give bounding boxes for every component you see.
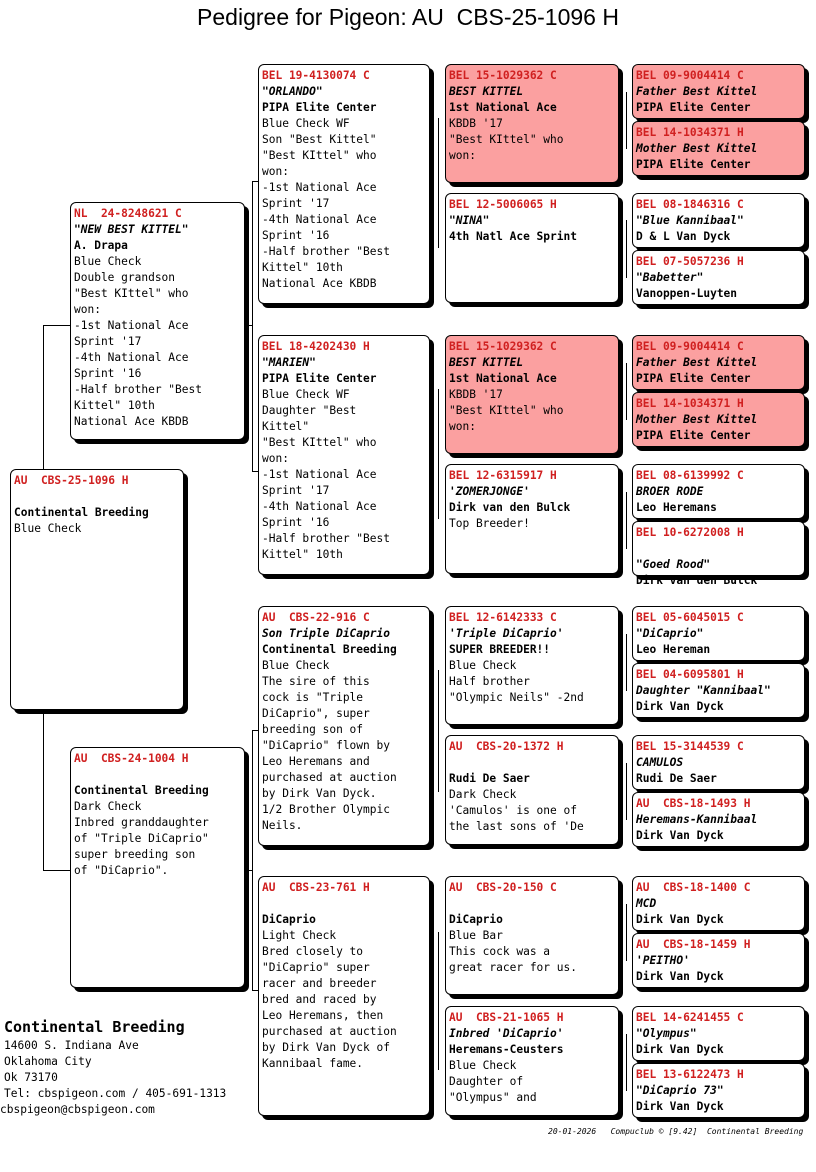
connector-line bbox=[245, 325, 253, 326]
bird-info-line: Kittel" 10th bbox=[262, 261, 343, 274]
bird-info-line: Dirk van den Bulck bbox=[636, 574, 758, 587]
bird-card-dam[interactable] bbox=[70, 747, 245, 988]
bird-info-line: "Goed Rood" bbox=[636, 558, 711, 571]
bird-info-line: Son "Best Kittel" bbox=[262, 133, 377, 146]
bird-info-line: Father Best Kittel bbox=[636, 356, 758, 369]
ring-number: BEL 12-6315917 H bbox=[449, 469, 557, 482]
bird-info-line: Kittel" 10th bbox=[262, 548, 343, 561]
bird-info-line: "Best KIttel" who bbox=[262, 149, 377, 162]
bird-info-line: Heremans-Ceusters bbox=[449, 1043, 564, 1056]
bird-info-line: Kannibaal fame. bbox=[262, 1057, 364, 1070]
bird-info-line: Blue Check WF bbox=[262, 388, 350, 401]
bird-info-line: Father Best Kittel bbox=[636, 85, 758, 98]
ring-number: BEL 14-1034371 H bbox=[636, 397, 744, 410]
bird-card-sdd[interactable] bbox=[445, 464, 619, 574]
bird-info-line: Vanoppen-Luyten bbox=[636, 287, 738, 300]
bird-info-line: Blue Check bbox=[449, 1059, 517, 1072]
breeder-info bbox=[0, 1016, 227, 1118]
bird-info-line: Top Breeder! bbox=[449, 517, 530, 530]
bird-info-line: Leo Hereman bbox=[636, 643, 711, 656]
bird-card-sire-dam[interactable] bbox=[258, 335, 430, 575]
connector-line bbox=[43, 325, 70, 326]
bird-info-line: 1/2 Brother Olympic bbox=[262, 803, 390, 816]
connector-line bbox=[252, 730, 253, 990]
bird-info-line: "ORLANDO" bbox=[262, 85, 323, 98]
bird-info-line: -4th National Ace bbox=[74, 351, 189, 364]
bird-card-sire[interactable] bbox=[70, 202, 245, 440]
ring-number: AU CBS-18-1459 H bbox=[636, 938, 751, 951]
ring-number: AU CBS-24-1004 H bbox=[74, 752, 189, 765]
bird-info-line: DiCaprio bbox=[449, 913, 503, 926]
connector-line bbox=[438, 670, 439, 792]
bird-card-ggg-2[interactable] bbox=[632, 121, 805, 176]
bird-info-line: cock is "Triple bbox=[262, 691, 364, 704]
bird-info-line: "Olympic Neils" -2nd bbox=[449, 691, 584, 704]
bird-info-line bbox=[14, 489, 180, 505]
bird-info-line: bred and raced by bbox=[262, 993, 377, 1006]
bird-info-line: Continental Breeding bbox=[14, 506, 149, 519]
bird-info-line: -1st National Ace bbox=[262, 181, 377, 194]
bird-info-line: 'PEITHO' bbox=[636, 954, 690, 967]
bird-info-line: purchased at auction bbox=[262, 1025, 397, 1038]
bird-card-ggg-4[interactable] bbox=[632, 250, 805, 305]
bird-info-line: by Dirk Van Dyck. bbox=[262, 787, 377, 800]
ring-number: BEL 15-1029362 C bbox=[449, 340, 557, 353]
bird-info-line: super breeding son bbox=[74, 848, 196, 861]
connector-line bbox=[43, 325, 44, 469]
bird-card-ggg-8[interactable] bbox=[632, 521, 805, 587]
ring-number: AU CBS-18-1400 C bbox=[636, 881, 751, 894]
bird-info-line: -Half brother "Best bbox=[74, 383, 202, 396]
bird-info-line: Light Check bbox=[262, 929, 337, 942]
bird-card-ggg-6[interactable] bbox=[632, 392, 805, 447]
bird-info-line: Sprint '16 bbox=[262, 229, 330, 242]
bird-info-line: "Olympus" and bbox=[449, 1091, 537, 1104]
breeder-address-line: 14600 S. Indiana Ave bbox=[4, 1039, 139, 1052]
ring-number: BEL 05-6045015 C bbox=[636, 611, 744, 624]
bird-info-line: Leo Heremans, then bbox=[262, 1009, 384, 1022]
bird-info-line: PIPA Elite Center bbox=[262, 101, 377, 114]
bird-info-line: Inbred granddaughter bbox=[74, 816, 209, 829]
bird-info-line: of "Triple DiCaprio" bbox=[74, 832, 209, 845]
bird-card-ggg-16[interactable] bbox=[632, 1063, 805, 1118]
bird-info-line: KBDB '17 bbox=[449, 388, 503, 401]
bird-info-line: Heremans-Kannibaal bbox=[636, 813, 758, 826]
ring-number: BEL 10-6272008 H bbox=[636, 526, 744, 539]
bird-info-line: PIPA Elite Center bbox=[636, 429, 751, 442]
ring-number: NL 24-8248621 C bbox=[74, 207, 182, 220]
bird-info-line: BEST KITTEL bbox=[449, 85, 524, 98]
bird-card-ggg-10[interactable] bbox=[632, 663, 805, 718]
bird-info-line: Rudi De Saer bbox=[636, 772, 717, 785]
bird-info-line: Double grandson bbox=[74, 271, 176, 284]
ring-number: BEL 08-1846316 C bbox=[636, 198, 744, 211]
bird-info-line: -1st National Ace bbox=[74, 319, 189, 332]
bird-info-line: racer and breeder bbox=[262, 977, 377, 990]
bird-info-line: -Half brother "Best bbox=[262, 532, 390, 545]
connector-line bbox=[43, 870, 70, 871]
bird-info-line: Dark Check bbox=[449, 788, 517, 801]
bird-info-line: 1st National Ace bbox=[449, 101, 557, 114]
ring-number: BEL 09-9004414 C bbox=[636, 69, 744, 82]
bird-card-dds[interactable] bbox=[445, 876, 619, 995]
bird-info-line: -1st National Ace bbox=[262, 468, 377, 481]
bird-info-line: Dirk van den Bulck bbox=[449, 501, 571, 514]
breeder-name: Continental Breeding bbox=[4, 1018, 185, 1036]
bird-info-line: of "DiCaprio". bbox=[74, 864, 169, 877]
bird-info-line bbox=[449, 755, 615, 771]
ring-number: BEL 12-5006065 H bbox=[449, 198, 557, 211]
bird-info-line: 'Camulos' is one of bbox=[449, 804, 577, 817]
bird-info-line: "Babetter" bbox=[636, 271, 704, 284]
bird-info-line: by Dirk Van Dyck of bbox=[262, 1041, 390, 1054]
bird-info-line: "Best KIttel" who bbox=[74, 287, 189, 300]
bird-info-line: PIPA Elite Center bbox=[262, 372, 377, 385]
ring-number: AU CBS-25-1096 H bbox=[14, 474, 129, 487]
bird-info-line: PIPA Elite Center bbox=[636, 101, 751, 114]
bird-info-line: "NINA" bbox=[449, 214, 490, 227]
bird-info-line: BROER RODE bbox=[636, 485, 704, 498]
bird-info-line: "DiCaprio" flown by bbox=[262, 739, 390, 752]
connector-line bbox=[245, 870, 253, 871]
bird-info-line: Sprint '17 bbox=[262, 484, 330, 497]
bird-info-line: Daughter "Kannibaal" bbox=[636, 684, 771, 697]
bird-info-line: Rudi De Saer bbox=[449, 772, 530, 785]
bird-info-line: Blue Check WF bbox=[262, 117, 350, 130]
bird-card-dam-sire[interactable] bbox=[258, 606, 430, 846]
connector-line bbox=[626, 363, 627, 420]
connector-line bbox=[626, 634, 627, 691]
bird-info-line: "Best KIttel" who bbox=[262, 436, 377, 449]
breeder-address-line: Oklahoma City bbox=[4, 1055, 92, 1068]
bird-info-line: Leo Heremans bbox=[636, 501, 717, 514]
breeder-email[interactable]: cbspigeon@cbspigeon.com bbox=[0, 1103, 155, 1116]
bird-info-line: Dirk Van Dyck bbox=[636, 913, 724, 926]
connector-line bbox=[252, 181, 253, 471]
bird-info-line: Daughter "Best bbox=[262, 404, 357, 417]
bird-info-line: "Olympus" bbox=[636, 1027, 697, 1040]
ring-number: BEL 13-6122473 H bbox=[636, 1068, 744, 1081]
bird-info-line: -4th National Ace bbox=[262, 213, 377, 226]
ring-number: BEL 14-6241455 C bbox=[636, 1011, 744, 1024]
bird-card-ggg-11[interactable] bbox=[632, 735, 805, 790]
bird-info-line: great racer for us. bbox=[449, 961, 577, 974]
bird-card-sds[interactable] bbox=[445, 335, 619, 454]
bird-info-line: MCD bbox=[636, 897, 657, 910]
bird-info-line: National Ace KBDB bbox=[262, 277, 377, 290]
bird-info-line: purchased at auction bbox=[262, 771, 397, 784]
bird-card-ggg-7[interactable] bbox=[632, 464, 805, 519]
breeder-address-line: Ok 73170 bbox=[4, 1071, 58, 1084]
bird-card-dam-dam[interactable] bbox=[258, 876, 430, 1116]
bird-card-ddd[interactable] bbox=[445, 1006, 619, 1116]
ring-number: AU CBS-21-1065 H bbox=[449, 1011, 564, 1024]
bird-info-line: Blue Check bbox=[449, 659, 517, 672]
page-title: Pedigree for Pigeon: AU CBS-25-1096 H bbox=[197, 4, 619, 30]
ring-number: BEL 04-6095801 H bbox=[636, 668, 744, 681]
bird-info-line: won: bbox=[262, 165, 289, 178]
bird-info-line: "Blue Kannibaal" bbox=[636, 214, 744, 227]
bird-card-subject[interactable] bbox=[10, 469, 184, 710]
bird-info-line: -Half brother "Best bbox=[262, 245, 390, 258]
bird-info-line: DiCaprio bbox=[262, 913, 316, 926]
connector-line bbox=[438, 118, 439, 248]
bird-info-line bbox=[449, 896, 615, 912]
bird-card-sss[interactable] bbox=[445, 64, 619, 183]
bird-info-line: Dirk Van Dyck bbox=[636, 970, 724, 983]
bird-info-line: PIPA Elite Center bbox=[636, 158, 751, 171]
bird-info-line: -4th National Ace bbox=[262, 500, 377, 513]
bird-info-line: Inbred 'DiCaprio' bbox=[449, 1027, 564, 1040]
bird-info-line: "DiCaprio 73" bbox=[636, 1084, 724, 1097]
bird-card-ssd[interactable] bbox=[445, 193, 619, 303]
ring-number: AU CBS-22-916 C bbox=[262, 611, 370, 624]
bird-info-line: Son Triple DiCaprio bbox=[262, 627, 390, 640]
bird-card-ggg-14[interactable] bbox=[632, 933, 805, 988]
bird-card-dsd[interactable] bbox=[445, 735, 619, 845]
ring-number: BEL 08-6139992 C bbox=[636, 469, 744, 482]
ring-number: BEL 18-4202430 H bbox=[262, 340, 370, 353]
bird-info-line: Dirk Van Dyck bbox=[636, 700, 724, 713]
bird-info-line: Blue Check bbox=[14, 522, 82, 535]
bird-info-line bbox=[636, 541, 801, 557]
bird-info-line: Bred closely to bbox=[262, 945, 364, 958]
bird-info-line: "MARIEN" bbox=[262, 356, 316, 369]
bird-info-line: Continental Breeding bbox=[262, 643, 397, 656]
bird-info-line: D & L Van Dyck bbox=[636, 230, 731, 243]
ring-number: AU CBS-18-1493 H bbox=[636, 797, 751, 810]
bird-info-line: 'Triple DiCaprio' bbox=[449, 627, 564, 640]
bird-info-line: Dirk Van Dyck bbox=[636, 1043, 724, 1056]
connector-line bbox=[626, 492, 627, 549]
bird-info-line: Dark Check bbox=[74, 800, 142, 813]
bird-info-line: 1st National Ace bbox=[449, 372, 557, 385]
ring-number: BEL 14-1034371 H bbox=[636, 126, 744, 139]
bird-card-sire-sire[interactable] bbox=[258, 64, 430, 304]
bird-card-dss[interactable] bbox=[445, 606, 619, 725]
footer-meta: 20-01-2026 Compuclub © [9.42] Continental Breeding bbox=[548, 1127, 804, 1136]
bird-info-line: won: bbox=[449, 420, 476, 433]
bird-info-line: 4th Natl Ace Sprint bbox=[449, 230, 577, 243]
bird-info-line bbox=[262, 896, 426, 912]
bird-info-line: This cock was a bbox=[449, 945, 551, 958]
ring-number: BEL 15-1029362 C bbox=[449, 69, 557, 82]
bird-info-line: BEST KITTEL bbox=[449, 356, 524, 369]
bird-info-line: Dirk Van Dyck bbox=[636, 829, 724, 842]
bird-info-line: "DiCaprio" bbox=[636, 627, 704, 640]
ring-number: AU CBS-20-150 C bbox=[449, 881, 557, 894]
bird-info-line: Sprint '17 bbox=[262, 197, 330, 210]
bird-info-line: "Best KIttel" who bbox=[449, 404, 564, 417]
bird-info-line: won: bbox=[262, 452, 289, 465]
bird-info-line: Half brother bbox=[449, 675, 530, 688]
bird-info-line: Dirk Van Dyck bbox=[636, 1100, 724, 1113]
bird-card-ggg-12[interactable] bbox=[632, 792, 805, 847]
bird-info-line: "DiCaprio" super bbox=[262, 961, 370, 974]
bird-card-ggg-3[interactable] bbox=[632, 193, 805, 248]
bird-info-line: Blue Check bbox=[262, 659, 330, 672]
bird-info-line bbox=[74, 767, 241, 783]
bird-card-ggg-15[interactable] bbox=[632, 1006, 805, 1061]
bird-info-line: National Ace KBDB bbox=[74, 415, 189, 428]
bird-info-line: Mother Best Kittel bbox=[636, 142, 758, 155]
bird-info-line: A. Drapa bbox=[74, 239, 128, 252]
bird-info-line: won: bbox=[449, 149, 476, 162]
ring-number: BEL 19-4130074 C bbox=[262, 69, 370, 82]
bird-info-line: the last sons of 'De bbox=[449, 820, 584, 833]
ring-number: AU CBS-23-761 H bbox=[262, 881, 370, 894]
bird-info-line: Neils. bbox=[262, 819, 303, 832]
connector-line bbox=[626, 92, 627, 149]
bird-card-ggg-1[interactable] bbox=[632, 64, 805, 119]
bird-info-line: "Best KIttel" who bbox=[449, 133, 564, 146]
ring-number: BEL 12-6142333 C bbox=[449, 611, 557, 624]
ring-number: BEL 07-5057236 H bbox=[636, 255, 744, 268]
bird-info-line: The sire of this bbox=[262, 675, 370, 688]
bird-info-line: Sprint '16 bbox=[262, 516, 330, 529]
bird-info-line: DiCaprio", super bbox=[262, 707, 370, 720]
ring-number: BEL 09-9004414 C bbox=[636, 340, 744, 353]
bird-info-line: Kittel" bbox=[262, 420, 310, 433]
bird-info-line: Kittel" 10th bbox=[74, 399, 155, 412]
bird-card-ggg-5[interactable] bbox=[632, 335, 805, 390]
bird-info-line: CAMULOS bbox=[636, 756, 684, 769]
bird-info-line: Sprint '17 bbox=[74, 335, 142, 348]
bird-info-line: "NEW BEST KITTEL" bbox=[74, 223, 189, 236]
connector-line bbox=[438, 389, 439, 519]
connector-line bbox=[626, 1034, 627, 1091]
connector-line bbox=[43, 710, 44, 870]
ring-number: BEL 15-3144539 C bbox=[636, 740, 744, 753]
connector-line bbox=[626, 904, 627, 961]
bird-card-ggg-13[interactable] bbox=[632, 876, 805, 931]
breeder-contact-line[interactable]: Tel: cbspigeon.com / 405-691-1313 bbox=[4, 1087, 227, 1100]
bird-info-line: Continental Breeding bbox=[74, 784, 209, 797]
bird-info-line: won: bbox=[74, 303, 101, 316]
ring-number: AU CBS-20-1372 H bbox=[449, 740, 564, 753]
bird-info-line: Sprint '16 bbox=[74, 367, 142, 380]
connector-line bbox=[626, 763, 627, 820]
bird-info-line: Leo Heremans and bbox=[262, 755, 370, 768]
bird-info-line: breeding son of bbox=[262, 723, 364, 736]
bird-card-ggg-9[interactable] bbox=[632, 606, 805, 661]
bird-info-line: 'ZOMERJONGE' bbox=[449, 485, 530, 498]
connector-line bbox=[438, 932, 439, 1070]
bird-info-line: SUPER BREEDER!! bbox=[449, 643, 551, 656]
bird-info-line: Blue Bar bbox=[449, 929, 503, 942]
bird-info-line: Mother Best Kittel bbox=[636, 413, 758, 426]
bird-info-line: PIPA Elite Center bbox=[636, 372, 751, 385]
bird-info-line: KBDB '17 bbox=[449, 117, 503, 130]
bird-info-line: Blue Check bbox=[74, 255, 142, 268]
bird-info-line: Daughter of bbox=[449, 1075, 524, 1088]
connector-line bbox=[626, 220, 627, 278]
